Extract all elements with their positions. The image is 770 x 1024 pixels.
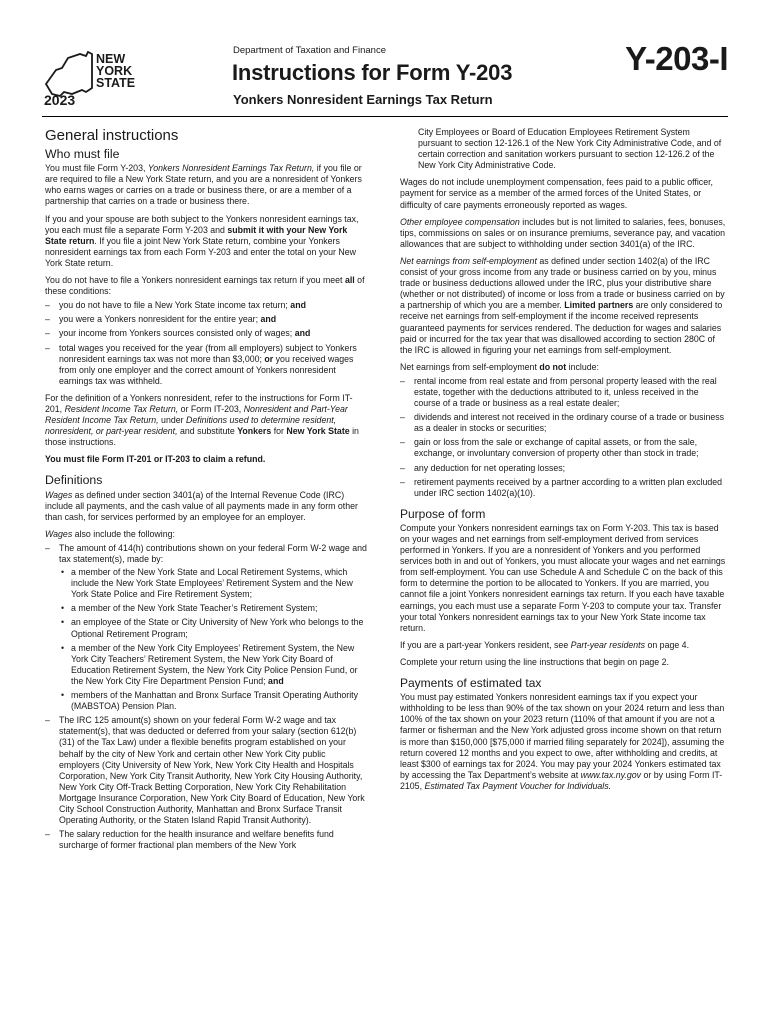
text-run: and substitute <box>177 426 238 437</box>
emphasis-bold: submit it with your New York State return <box>45 224 348 246</box>
text-run: or Form IT-203, <box>178 403 244 414</box>
form-name-italic: Yonkers Nonresident Earnings Tax Return, <box>147 163 315 174</box>
emphasis-bold: Yonkers <box>237 426 272 437</box>
list-item <box>45 314 367 325</box>
text-run: Net earnings from self-employment <box>400 361 540 372</box>
wages-exclusions-paragraph: Wages do not include unemployment compensation, fees paid to a public officer, payment for service as a member of the armed forces of the United States, or difficulty of care payments erroneously reported as wages. <box>400 177 713 210</box>
text-run: are only considered to receive net earnings from self-employment if the income received represents guaranteed payments for services rendered. The deduction for wages and salaries paid or incurred for the tax year that was disallowed according to section 280C of the IRC is allowed in figuring your net earnings from self-employment. <box>400 300 723 355</box>
list-item: – any deduction for net operating losses; <box>400 463 726 474</box>
list-item: – dividends and interest not received in the ordinary course of a trade or business as a dealer in stocks or securities; <box>400 412 726 434</box>
text-run: of these conditions: <box>45 275 365 297</box>
text-run: includes but is not limited to salaries, fees, bonuses, tips, commissions on sales or on insurance premiums, severance pay, and vacation allowances that are subject to withholding under section 3401(a) of the IRC. <box>400 216 726 249</box>
list-item: – retirement payments received by a partner according to a written plan excluded under IRC section 1402(a)(10). <box>400 477 726 499</box>
section-name-italic: Part-year residents <box>570 639 645 650</box>
retirement-members-list <box>59 567 367 712</box>
text-run: as defined under section 3401(a) of the Internal Revenue Code (IRC) include all payments, and the cash value of all payments made in any form other than cash, for services performed by an employee for an employer. <box>45 489 358 522</box>
emphasis-bold: all <box>344 275 355 286</box>
text-run: You must file Form Y-203, <box>45 163 148 174</box>
logo-line-1: NEW <box>96 52 126 66</box>
new-york-state-logo <box>42 48 152 108</box>
form-name-italic: Resident Income Tax Return, <box>64 403 179 414</box>
list-item: • members of the Manhattan and Bronx Surface Transit Operating Authority (MABSTOA) Pension Plan. <box>59 690 367 712</box>
text-run: under <box>158 415 186 426</box>
text-run: If you and your spouse are both subject to the Yonkers nonresident earnings tax, you each must file a separate Form Y-203 and <box>45 213 359 235</box>
continued-text: City Employees or Board of Education Employees Retirement System pursuant to section 12-126.1 of the New York City Administrative Code, and of certain correction and sanitation workers pursuant to section 12-126.2 of the New York City Administrative Code. <box>418 127 722 171</box>
list-item: – rental income from real estate and from personal property leased with the real estate, together with the deductions attributed to it, unless received in the course of a trade or business as a real estate dealer; <box>400 376 726 409</box>
page-title: Instructions for Form Y-203 <box>232 60 513 85</box>
text-run: as defined under section 1402(a) of the IRC consist of your gross income from any trade or business carried on by you, minus trade or business deductions allowed under the IRC, plus your distributive share (whether or not distributed) of income or loss from a trade or business carried on by a partnership of which you are a member. <box>400 255 725 311</box>
definitions-heading: Definitions <box>45 473 103 488</box>
text-run: or by using Form IT-2105, <box>400 769 723 791</box>
list-item: – The salary reduction for the health insurance and welfare benefits fund surcharge of former fractional plan members of the New York <box>45 829 367 851</box>
wages-also-intro <box>45 529 367 540</box>
text-run: if you file or are required to file a New York State return, and you are a nonresident of Yonkers who earns wages or carries on a trade or business there, or are a member of a partnership that carries on a trade or business there. <box>45 163 362 207</box>
text-run: include: <box>566 361 599 372</box>
text-run: you received wages from only one employer and the correct amount of Yonkers nonresident earnings tax was withheld. <box>59 353 354 386</box>
page-header <box>0 0 770 115</box>
who-must-file-heading: Who must file <box>45 147 120 162</box>
text-run: For the definition of a Yonkers nonresident, refer to the instructions for Form IT-201, <box>45 392 353 414</box>
list-item: • a member of the New York State and Local Retirement Systems, which include the New York State Employees’ Retirement System and the New York State Police and Fire Retirement System; <box>59 567 367 600</box>
text-run: in those instructions. <box>45 426 359 448</box>
net-earnings-exclusions-intro <box>400 362 726 373</box>
text-run: . If you file a joint New York State return, combine your Yonkers nonresident earnings tax from each Form Y-203 and enter the total on your New York State return. <box>45 235 357 268</box>
term-italic: Other employee compensation <box>400 216 520 227</box>
header-divider <box>42 116 728 117</box>
emphasis-bold: and <box>294 328 311 339</box>
website-link[interactable]: www.tax.ny.gov <box>580 769 642 780</box>
refund-note: You must file Form IT-201 or IT-203 to claim a refund. <box>45 454 266 465</box>
list-item: • an employee of the State or City University of New York who belongs to the Optional Retirement Program; <box>59 617 367 639</box>
list-item <box>45 343 367 387</box>
wages-include-list <box>45 543 367 851</box>
text-run: total wages you received for the year (from all employers) subject to Yonkers nonresident earnings tax was not more than $3,000; <box>59 342 357 364</box>
list-item <box>45 328 367 339</box>
part-year-paragraph <box>400 640 726 651</box>
emphasis-bold: and <box>290 300 306 311</box>
logo-line-2: YORK <box>96 64 133 78</box>
text-run: your income from Yonkers sources consisted only of wages; <box>59 328 295 339</box>
spouse-paragraph <box>45 214 367 269</box>
emphasis-bold: Limited partners <box>564 300 634 311</box>
text-run: you were a Yonkers nonresident for the entire year; <box>59 314 261 325</box>
emphasis-bold: and <box>268 675 284 686</box>
form-name-italic: Nonresident and Part-Year Resident Income Tax Return, <box>45 403 348 426</box>
text-run: for <box>271 426 287 437</box>
text-run: on page 4. <box>645 639 690 650</box>
estimated-tax-paragraph <box>400 692 726 792</box>
form-number: Y-203-I <box>625 40 728 77</box>
text-run: also include the following: <box>72 528 175 539</box>
tax-year: 2023 <box>44 92 76 108</box>
list-item: – The IRC 125 amount(s) shown on your federal Form W-2 wage and tax statement(s), that was deducted or deferred from your salary (section 612(b)(31) of the Tax Law) under a flexible benefits program established on your behalf by the city of New York and certain other New York City public employers (City University of New York, New York City Health and Hospitals Corporation, New York City Transit Authority, New York City Housing Authority, New York City Off-Track Betting Corporation, New York City Rehabilitation Mortgage Insurance Corporation, New York City Board of Education, New York City School Construction Authority, Manhattan and Bronx Surface Transit Operating Authority, or the Staten Island Rapid Transit Authority). <box>45 715 367 826</box>
text-run: a member of the New York City Employees’ Retirement System, the New York City Teachers’ Retirement System, the New York City Board of Education Retirement System, the New York City Police Pension Fund, or the New York City Fire Department Pension Fund; <box>71 642 358 686</box>
text-run: You must pay estimated Yonkers nonresident earnings tax if you expect your withholding to be less than 90% of the tax shown on your 2024 return and less than 100% of the tax shown on your 2023 return (110% of that amount if you are not a farmer or fisherman and the New York adjusted gross income shown on that return is more than $150,000 [$75,000 if married filing separately for 2024]), assuming the return covered 12 months and you expect to owe, after withholding and credits, at least $300 of earnings tax for 2024. You may pay your 2024 Yonkers estimated tax by accessing the Tax Department’s website at <box>400 692 725 780</box>
list-item <box>59 643 367 687</box>
net-earnings-exclusions-list <box>400 376 726 499</box>
purpose-of-form-heading: Purpose of form <box>400 506 486 521</box>
right-column <box>400 127 726 798</box>
list-item <box>45 543 367 712</box>
left-column <box>45 127 367 857</box>
purpose-paragraph: Compute your Yonkers nonresident earnings tax on Form Y-203. This tax is based on your wages and net earnings from self-employment derived from services performed in Yonkers. If you are a nonresident of Yonkers and you performed services both in and out of Yonkers, you must allocate your wages and net earnings from self-employment. You can use Schedule A and Schedule C on the back of this form to determine the portion to be allocated to Yonkers. If you are married, you cannot file a joint Yonkers nonresident earnings tax return. If you each have taxable earnings, you each must use a separate Form Y-203 to compute your tax. Transfer your total Yonkers nonresident earnings tax to your New York State income tax return. <box>400 522 726 633</box>
text-run: The amount of 414(h) contributions shown on your federal Form W-2 wage and tax statement(s), made by: <box>59 542 367 564</box>
net-earnings-paragraph <box>400 256 726 356</box>
term-italic: Wages <box>45 528 73 539</box>
other-compensation-paragraph <box>400 217 726 250</box>
emphasis-bold: or <box>264 353 274 364</box>
list-item: • a member of the New York State Teacher’s Retirement System; <box>59 603 367 614</box>
department-name: Department of Taxation and Finance <box>233 45 386 56</box>
nonresident-definition-paragraph <box>45 393 367 448</box>
who-must-file-paragraph <box>45 163 367 207</box>
emphasis-bold: New York State <box>286 426 350 437</box>
section-name-italic: Definitions used to determine resident, nonresident, or part-year resident, <box>45 415 337 437</box>
list-item <box>45 300 367 311</box>
conditions-intro <box>45 275 367 297</box>
estimated-tax-heading: Payments of estimated tax <box>400 676 542 691</box>
text-run: you do not have to file a New York State income tax return; <box>59 300 291 311</box>
general-instructions-heading: General instructions <box>45 127 179 144</box>
emphasis-bold: and <box>260 314 277 325</box>
list-item: – gain or loss from the sale or exchange of capital assets, or from the sale, exchange, or involuntary conversion of property other than stock in trade; <box>400 437 726 459</box>
emphasis-bold: do not <box>539 361 567 372</box>
complete-return-paragraph: Complete your return using the line instructions that begin on page 2. <box>400 656 669 667</box>
term-italic: Net earnings from self-employment <box>400 255 537 266</box>
text-run: If you are a part-year Yonkers resident, see <box>400 639 571 650</box>
wages-definition-paragraph <box>45 490 367 523</box>
logo-line-3: STATE <box>96 76 136 90</box>
form-name-italic: Estimated Tax Payment Voucher for Individuals. <box>424 780 612 791</box>
page-subtitle: Yonkers Nonresident Earnings Tax Return <box>233 92 493 107</box>
text-run: You do not have to file a Yonkers nonresident earnings tax return if you meet <box>45 275 345 286</box>
term-italic: Wages <box>45 489 73 500</box>
conditions-list <box>45 300 367 387</box>
